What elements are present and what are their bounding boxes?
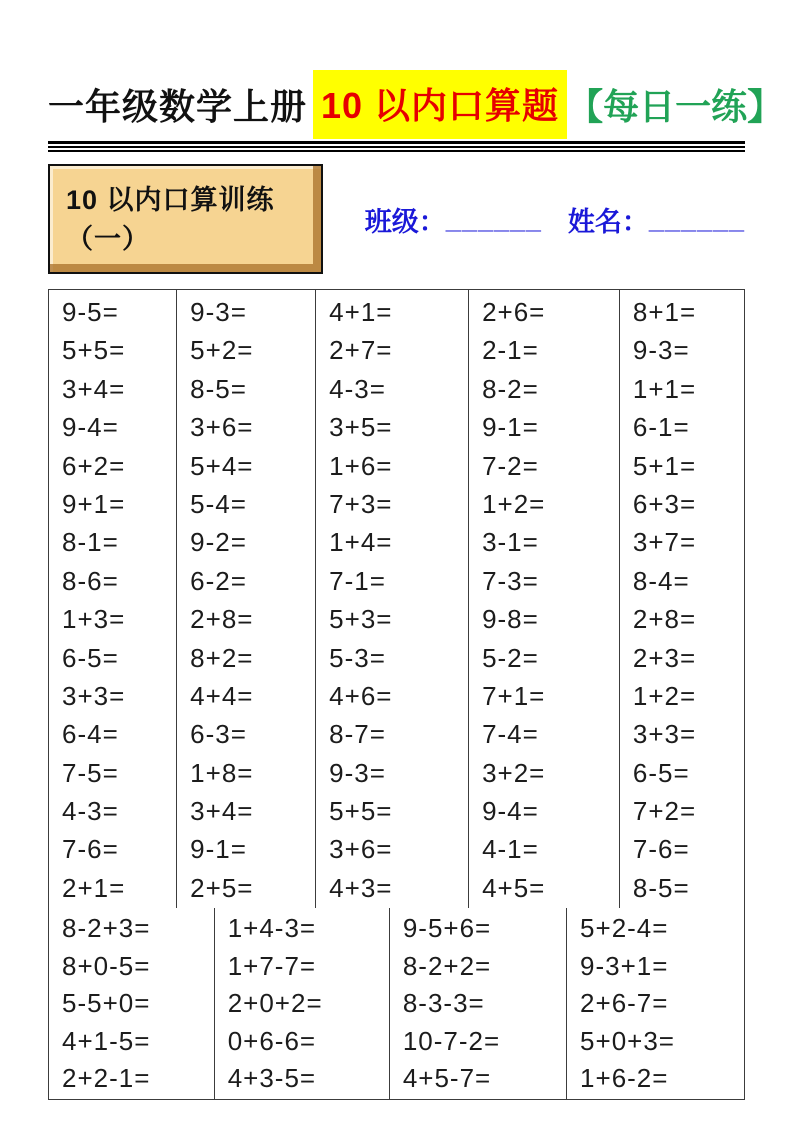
- problem-item: 6-5=: [62, 642, 119, 673]
- problem-item: 8-1=: [62, 527, 119, 558]
- problem-item: 5+4=: [190, 450, 254, 481]
- problem-item: 4-1=: [482, 834, 539, 865]
- problem-item: 9-1=: [190, 834, 247, 865]
- problem-item: 8-3-3=: [402, 988, 485, 1019]
- problem-item: 6-1=: [632, 412, 690, 443]
- class-label: 班级：: [364, 206, 446, 237]
- problem-item: 3-1=: [482, 527, 539, 558]
- problem-item: 3+4=: [62, 373, 126, 404]
- problem-item: 8+0-5=: [62, 950, 151, 981]
- problem-item: 2+6-7=: [580, 988, 669, 1019]
- problem-column: [49, 908, 214, 1099]
- problem-item: 8-5=: [632, 872, 690, 903]
- rule-line: [48, 150, 745, 152]
- problem-item: 7-2=: [482, 450, 539, 481]
- problem-item: 9-3+1=: [580, 950, 669, 981]
- problem-item: 5+5=: [62, 335, 126, 366]
- problem-item: 6-4=: [62, 719, 119, 750]
- problem-item: 7-4=: [482, 719, 539, 750]
- problem-item: 1+2=: [482, 488, 546, 519]
- student-info-line: [365, 200, 745, 239]
- problem-item: 1+4-3=: [227, 913, 317, 943]
- problem-item: 0+6-6=: [227, 1025, 317, 1056]
- problem-item: 5-3=: [329, 642, 386, 673]
- problem-item: 2+7=: [329, 335, 393, 366]
- problem-item: 3+6=: [329, 834, 393, 865]
- problem-item: 8-2=: [482, 373, 539, 404]
- problem-item: 6-3=: [190, 719, 247, 750]
- problem-column: [176, 290, 315, 908]
- problem-item: 9-3=: [329, 757, 386, 788]
- problem-item: 4+1-5=: [62, 1025, 151, 1056]
- problem-item: 4+6=: [329, 680, 393, 711]
- title-highlight-text: 10 以内口算题: [313, 70, 567, 139]
- problem-item: 7-5=: [62, 757, 119, 788]
- problem-item: 3+6=: [190, 412, 254, 443]
- problem-item: 8-5=: [190, 373, 247, 404]
- problem-item: 1+2=: [632, 680, 697, 711]
- problem-item: 9-5=: [62, 297, 119, 327]
- problem-item: 5+3=: [329, 604, 393, 635]
- worksheet-subheader: [48, 164, 745, 274]
- problem-item: 2+6=: [482, 297, 546, 327]
- problem-item: 9-8=: [482, 604, 539, 635]
- header-divider-rule: [48, 141, 745, 152]
- problem-item: 7-3=: [482, 565, 539, 596]
- problem-item: 7-6=: [62, 834, 119, 865]
- problem-item: 9-1=: [482, 412, 539, 443]
- problem-item: 7+2=: [632, 796, 697, 827]
- problem-item: 1+7-7=: [227, 950, 317, 981]
- problem-item: 1+4=: [329, 527, 393, 558]
- problem-item: 7+3=: [329, 488, 393, 519]
- problem-item: 2+5=: [190, 872, 254, 903]
- problem-item: 5+2-4=: [580, 913, 669, 943]
- problem-item: 2+2-1=: [62, 1063, 151, 1094]
- problem-item: 9-3=: [190, 297, 247, 327]
- problem-item: 1+6=: [329, 450, 393, 481]
- problem-item: 7-1=: [329, 565, 386, 596]
- problem-item: 3+3=: [62, 680, 126, 711]
- rule-line: [48, 146, 745, 148]
- problem-item: 6+2=: [62, 450, 126, 481]
- problem-column: [619, 290, 744, 908]
- problem-item: 4+5-7=: [402, 1063, 492, 1094]
- problem-item: 5+1=: [632, 450, 697, 481]
- name-label: 姓名：: [567, 206, 649, 237]
- problem-item: 8-4=: [632, 565, 690, 596]
- problem-item: 1+6-2=: [580, 1063, 669, 1094]
- problem-item: 5-2=: [482, 642, 539, 673]
- problem-item: 3+3=: [632, 719, 697, 750]
- problem-item: 4-3=: [329, 373, 386, 404]
- problem-item: 2+3=: [632, 642, 697, 673]
- rule-line: [48, 141, 745, 144]
- two-term-problems-grid: [49, 290, 744, 908]
- problem-item: 8+1=: [632, 297, 697, 327]
- problem-column: [566, 908, 744, 1099]
- problem-item: 10-7-2=: [402, 1025, 501, 1056]
- worksheet-title: [48, 70, 784, 139]
- three-term-problems-grid: [49, 908, 744, 1099]
- problem-column: [49, 290, 176, 908]
- problem-item: 4+4=: [190, 680, 254, 711]
- problem-item: 1+8=: [190, 757, 254, 788]
- title-grade-text: 一年级数学上册: [48, 86, 308, 127]
- problem-item: 9-5+6=: [402, 913, 492, 943]
- practice-set-plate: 10 以内口算训练（一）: [48, 164, 323, 274]
- problem-item: 9-4=: [482, 796, 539, 827]
- problem-item: 4+5=: [482, 872, 546, 903]
- problem-item: 8-7=: [329, 719, 386, 750]
- problem-item: 2+1=: [62, 872, 126, 903]
- problem-item: 2-1=: [482, 335, 539, 366]
- problem-item: 5+2=: [190, 335, 254, 366]
- problem-item: 1+3=: [62, 604, 126, 635]
- problem-item: 3+7=: [632, 527, 697, 558]
- problem-item: 9-3=: [632, 335, 690, 366]
- problem-item: 3+5=: [329, 412, 393, 443]
- problem-item: 2+8=: [632, 604, 697, 635]
- problem-item: 5+0+3=: [580, 1025, 675, 1056]
- problem-item: 8-2+3=: [62, 913, 151, 943]
- problem-item: 9-2=: [190, 527, 247, 558]
- name-blank-field: ______: [648, 203, 745, 234]
- problem-item: 4+3-5=: [227, 1063, 317, 1094]
- problem-item: 5-5+0=: [62, 988, 151, 1019]
- problem-item: 6+3=: [632, 488, 697, 519]
- problem-item: 6-2=: [190, 565, 247, 596]
- problem-item: 4-3=: [62, 796, 119, 827]
- problem-item: 8+2=: [190, 642, 254, 673]
- problem-column: [389, 908, 566, 1099]
- problem-item: 7+1=: [482, 680, 546, 711]
- problem-item: 9+1=: [62, 488, 126, 519]
- problem-item: 4+1=: [329, 297, 393, 327]
- problem-item: 5+5=: [329, 796, 393, 827]
- class-blank-field: ______: [445, 203, 542, 234]
- problem-item: 3+4=: [190, 796, 254, 827]
- problem-item: 8-6=: [62, 565, 119, 596]
- title-bracket-text: 【每日一练】: [567, 86, 784, 127]
- problem-item: 7-6=: [632, 834, 690, 865]
- problem-item: 3+2=: [482, 757, 546, 788]
- problem-item: 2+8=: [190, 604, 254, 635]
- problem-item: 5-4=: [190, 488, 247, 519]
- problems-box: [48, 289, 745, 1100]
- problem-item: 8-2+2=: [402, 950, 492, 981]
- problem-column: [315, 290, 468, 908]
- problem-column: [468, 290, 619, 908]
- problem-item: 1+1=: [632, 373, 697, 404]
- problem-item: 4+3=: [329, 872, 393, 903]
- problem-item: 6-5=: [632, 757, 690, 788]
- problem-item: 9-4=: [62, 412, 119, 443]
- problem-item: 2+0+2=: [227, 988, 323, 1019]
- problem-column: [214, 908, 389, 1099]
